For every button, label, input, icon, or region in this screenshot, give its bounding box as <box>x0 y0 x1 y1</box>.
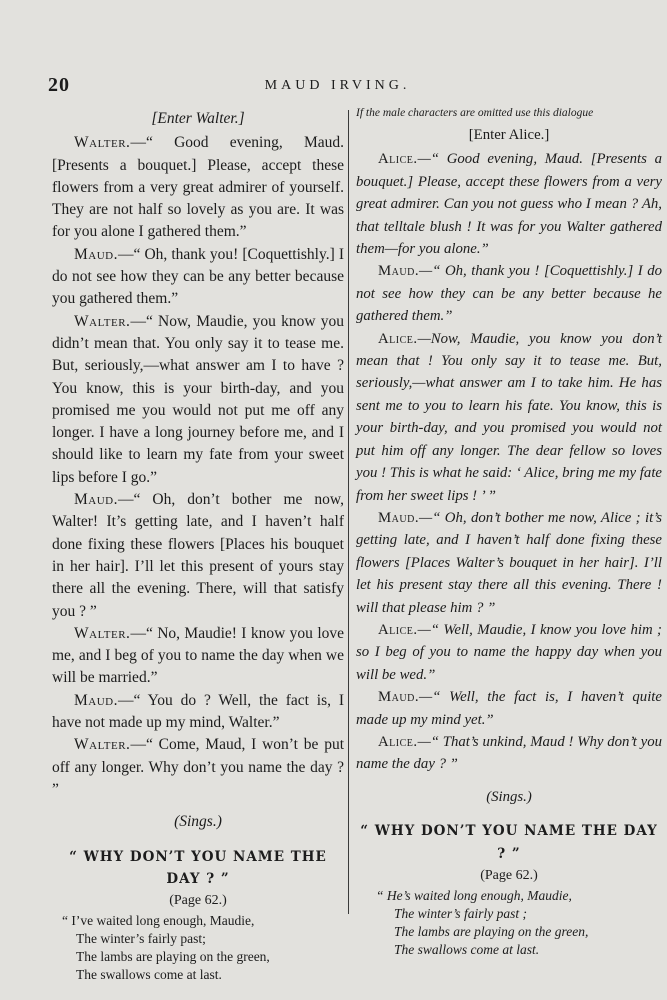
dialogue-paragraph <box>52 623 344 690</box>
sings-direction: (Sings.) <box>486 788 532 805</box>
alternate-dialogue-note: If the male characters are omitted use this dialogue <box>356 107 594 119</box>
dialogue-text: —“ No, Maudie! I know you love me, and I beg of you to name the day when we will be married.” <box>52 624 344 687</box>
dialogue-paragraph <box>52 690 344 735</box>
song-title: “ WHY DON’T YOU NAME THE DAY ? ” <box>69 848 327 887</box>
speaker-name: Alice. <box>378 151 418 168</box>
dialogue-text: —“ Oh, don’t bother me now, Alice ; it’s getting late, and I haven’t half done fixing these flowers [Places Walter’s bouquet in her hair]. I’ll let his present stay there all this evening. There ! will that please him ? ” <box>356 509 662 616</box>
dialogue-paragraph <box>52 132 344 243</box>
speaker-name: Walter. <box>74 312 131 330</box>
dialogue-text: —“ Well, the fact is, I haven’t quite made up my mind yet.” <box>356 689 662 728</box>
dialogue-text: —“ Well, Maudie, I know you love him ; so I beg of you to name the happy day when you will be wed.” <box>356 621 662 683</box>
dialogue-paragraph <box>52 734 344 801</box>
stage-direction: [Enter Walter.] <box>151 110 245 127</box>
dialogue-paragraph <box>52 244 344 311</box>
verse-line: “ He’s waited long enough, Maudie, <box>376 888 572 904</box>
right-dialogue <box>356 148 662 775</box>
verse-line: The lambs are playing on the green, <box>394 924 589 940</box>
dialogue-paragraph <box>356 619 662 686</box>
dialogue-paragraph <box>52 489 344 623</box>
dialogue-paragraph <box>356 260 662 327</box>
sings-direction: (Sings.) <box>174 813 222 831</box>
song-verse <box>52 912 344 984</box>
song-page-ref: (Page 62.) <box>169 893 227 909</box>
speaker-name: Maud. <box>74 691 118 709</box>
dialogue-text: —“ Oh, don’t bother me now, Walter! It’s getting late, and I haven’t half done fixing these flowers [Places his bouquet in her hair]. I’ll let this present of yours stay there all the evening. There, will that satisfy you ? ” <box>52 491 344 620</box>
speaker-name: Alice. <box>378 621 418 638</box>
column-divider <box>348 110 349 914</box>
dialogue-text: —Now, Maudie, you know you don’t mean that ! You only say it to tease me. But, seriously,—what answer am I to take him. He has sent me to you to learn his fate. You know, this is your birth-day, and you promised you would not put him off any longer. The dear fellow so loves you ! This is what he said: ‘ Alice, bring me my fate from her sweet lips ! ’ ” <box>356 330 662 504</box>
dialogue-paragraph <box>356 731 662 776</box>
dialogue-text: —“ Now, Maudie, you know you didn’t mean that. You only say it to tease me. But, seriously,—what answer am I to have ? You know, this is your birth-day, and you promised me you would not put me off any longer. I have a long journey before me, and I should like to learn my fate from your sweet lips before I go.” <box>52 312 344 486</box>
dialogue-paragraph <box>356 148 662 260</box>
speaker-name: Maud. <box>74 245 118 263</box>
dialogue-text: —“ Good evening, Maud. [Presents a bouquet.] Please, accept these flowers from a very great admirer of yourself. They are not half so lovely as you are. It was for you alone I gathered them.” <box>52 134 344 241</box>
verse-line: The winter’s fairly past; <box>76 931 206 947</box>
page-number: 20 <box>48 74 70 96</box>
dialogue-paragraph <box>356 328 662 507</box>
right-column <box>356 106 662 959</box>
speaker-name: Walter. <box>74 736 131 754</box>
verse-line: “ I’ve waited long enough, Maudie, <box>62 913 255 929</box>
song-page-ref: (Page 62.) <box>480 868 538 883</box>
dialogue-text: —“ Oh, thank you ! [Coquettishly.] I do not see how they can be any better because he gathered them.” <box>356 263 662 325</box>
verse-line: The lambs are playing on the green, <box>76 949 270 965</box>
dialogue-paragraph <box>356 686 662 731</box>
left-dialogue <box>52 132 344 801</box>
song-verse <box>356 887 662 959</box>
verse-line: The swallows come at last. <box>394 942 540 958</box>
dialogue-text: —“ You do ? Well, the fact is, I have not made up my mind, Walter.” <box>52 691 344 732</box>
dialogue-text: —“ Oh, thank you! [Coquettishly.] I do not see how they can be any better because you gathered them.” <box>52 245 344 308</box>
speaker-name: Walter. <box>74 134 131 152</box>
verse-line: The winter’s fairly past ; <box>394 906 528 922</box>
dialogue-paragraph <box>52 311 344 489</box>
speaker-name: Alice. <box>378 733 418 750</box>
dialogue-text: —“ Good evening, Maud. [Presents a bouquet.] Please, accept these flowers from a very great admirer. Can you not guess who I mean ? Ah, that telltale blush ! It was for you Walter gathered them—for you alone.” <box>356 151 662 258</box>
speaker-name: Maud. <box>378 509 420 526</box>
dialogue-text: —“ Come, Maud, I won’t be put off any longer. Why don’t you name the day ? ” <box>52 736 344 798</box>
dialogue-paragraph <box>356 507 662 619</box>
dialogue-text: —“ That’s unkind, Maud ! Why don’t you name the day ? ” <box>356 733 662 773</box>
speaker-name: Maud. <box>378 689 420 706</box>
speaker-name: Maud. <box>74 491 118 509</box>
verse-line: The swallows come at last. <box>76 967 222 983</box>
speaker-name: Alice. <box>378 330 418 347</box>
page-header <box>48 74 627 100</box>
speaker-name: Maud. <box>378 263 420 280</box>
running-title: MAUD IRVING. <box>264 78 411 93</box>
left-column <box>52 106 344 984</box>
speaker-name: Walter. <box>74 624 131 642</box>
song-title: “ WHY DON’T YOU NAME THE DAY ? ” <box>360 823 658 862</box>
stage-direction: [Enter Alice.] <box>468 127 550 143</box>
